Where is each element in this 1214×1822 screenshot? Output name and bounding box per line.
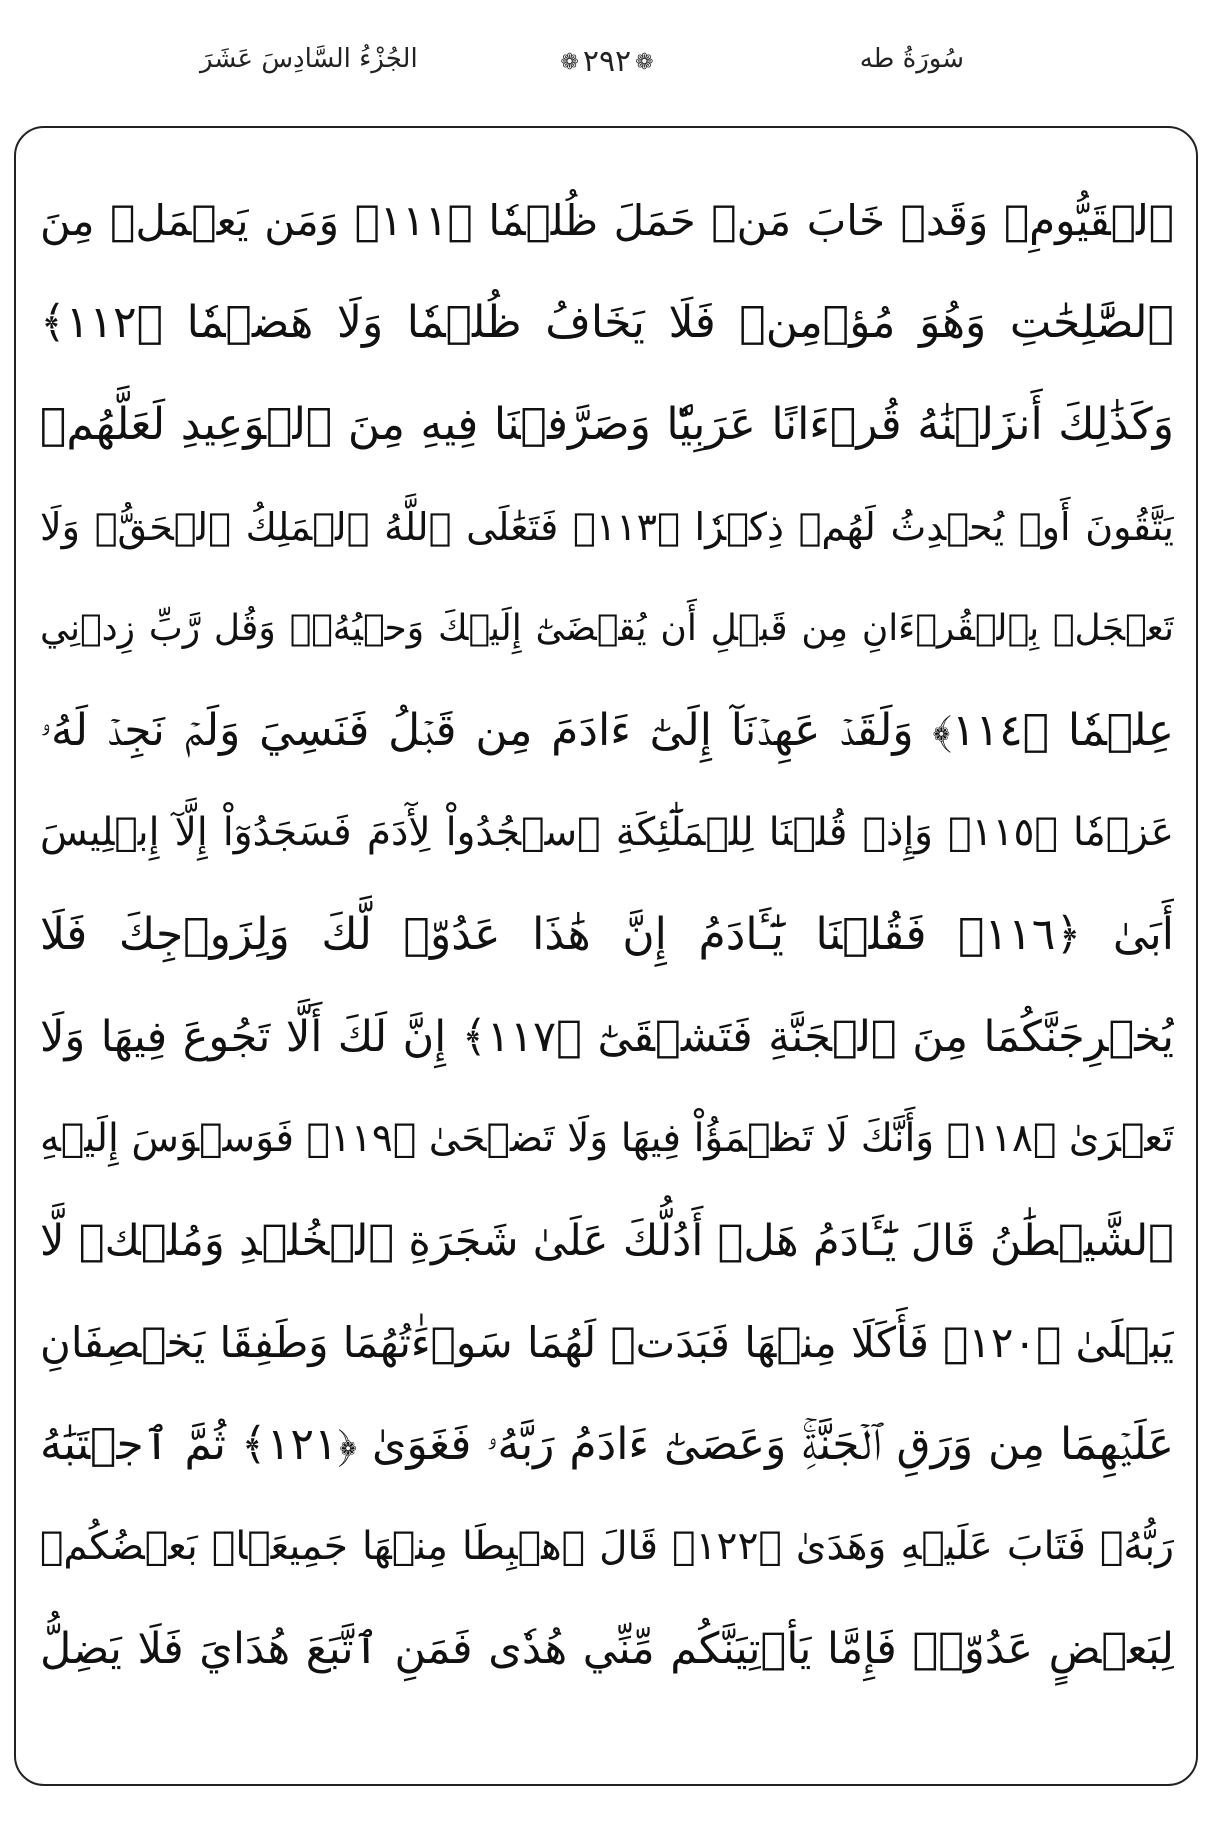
ornament-right-icon: ❁ bbox=[560, 50, 579, 75]
page-header bbox=[0, 30, 1214, 100]
text-line: تَعۡرَىٰ ﴿١١٨﴾ وَأَنَّكَ لَا تَظۡمَؤُاْ فِيهَا وَلَا تَضۡحَىٰ ﴿١١٩﴾ فَوَسۡوَسَ إِلَيۡهِ bbox=[40, 1116, 1174, 1161]
text-line: تَعۡجَلۡ بِٱلۡقُرۡءَانِ مِن قَبۡلِ أَن يُقۡضَىٰٓ إِلَيۡكَ وَحۡيُهُۥۖ وَقُل رَّبِّ زِدۡنِي bbox=[40, 608, 1174, 649]
text-line: أَبَىٰ ﴿١١٦﴾ فَقُلۡنَا يَٰٓـَٔادَمُ إِنَّ هَٰذَا عَدُوّٞ لَّكَ وَلِزَوۡجِكَ فَلَا bbox=[40, 909, 1174, 960]
juz-name: الجُزْءُ السَّادِسَ عَشَرَ bbox=[200, 44, 418, 74]
text-line: رَبُّهُۥ فَتَابَ عَلَيۡهِ وَهَدَىٰ ﴿١٢٢﴾ قَالَ ٱهۡبِطَا مِنۡهَا جَمِيعَۢاۖ بَعۡضُكُمۡ bbox=[40, 1524, 1174, 1569]
text-line: ٱلۡقَيُّومِۖ وَقَدۡ خَابَ مَنۡ حَمَلَ ظُلۡمٗا ﴿١١١﴾ وَمَن يَعۡمَلۡ مِنَ bbox=[40, 196, 1174, 245]
surah-name: سُورَةُ طه bbox=[859, 44, 964, 74]
text-line: عَزۡمٗا ﴿١١٥﴾ وَإِذۡ قُلۡنَا لِلۡمَلَٰٓئِكَةِ ٱسۡجُدُواْ لِأٓدَمَ فَسَجَدُوٓاْ إِلَّآ إِبۡلِيسَ bbox=[40, 810, 1174, 855]
text-line: وَكَذَٰلِكَ أَنزَلۡنَٰهُ قُرۡءَانًا عَرَبِيّٗا وَصَرَّفۡنَا فِيهِ مِنَ ٱلۡوَعِيدِ لَعَلَّهُمۡ bbox=[40, 399, 1174, 450]
text-line: يَبۡلَىٰ ﴿١٢٠﴾ فَأَكَلَا مِنۡهَا فَبَدَتۡ لَهُمَا سَوۡءَٰتُهُمَا وَطَفِقَا يَخۡصِفَانِ bbox=[40, 1318, 1174, 1367]
text-line: لِبَعۡضٍ عَدُوّٞۖ فَإِمَّا يَأۡتِيَنَّكُم مِّنِّي هُدٗى فَمَنِ ٱتَّبَعَ هُدَايَ فَلَا يَضِلُّ bbox=[40, 1624, 1174, 1674]
text-line: ٱلصَّٰلِحَٰتِ وَهُوَ مُؤۡمِنٞ فَلَا يَخَافُ ظُلۡمٗا وَلَا هَضۡمٗا ﴿١١٢﴾ bbox=[40, 297, 1174, 348]
text-line: ٱلشَّيۡطَٰنُ قَالَ يَٰٓـَٔادَمُ هَلۡ أَدُلُّكَ عَلَىٰ شَجَرَةِ ٱلۡخُلۡدِ وَمُلۡكٖ لَّا bbox=[40, 1216, 1174, 1266]
text-line: يُخۡرِجَنَّكُمَا مِنَ ٱلۡجَنَّةِ فَتَشۡقَىٰٓ ﴿١١٧﴾ إِنَّ لَكَ أَلَّا تَجُوعَ فِيهَا وَلَا bbox=[40, 1012, 1174, 1062]
text-line: يَتَّقُونَ أَوۡ يُحۡدِثُ لَهُمۡ ذِكۡرٗا ﴿١١٣﴾ فَتَعَٰلَى ٱللَّهُ ٱلۡمَلِكُ ٱلۡحَقُّۗ وَلَا bbox=[40, 505, 1174, 549]
page-number: ٢٩٢ bbox=[582, 44, 632, 79]
text-line: عَلَيۡهِمَا مِن وَرَقِ ٱلۡجَنَّةِۚ وَعَصَىٰٓ ءَادَمُ رَبَّهُۥ فَغَوَىٰ ﴿١٢١﴾ ثُمَّ ٱجۡتَبَٰهُ bbox=[40, 1419, 1174, 1470]
text-block bbox=[40, 170, 1174, 1700]
ornament-left-icon: ❁ bbox=[635, 50, 654, 75]
text-line: عِلۡمٗا ﴿١١٤﴾ وَلَقَدۡ عَهِدۡنَآ إِلَىٰٓ ءَادَمَ مِن قَبۡلُ فَنَسِيَ وَلَمۡ نَجِدۡ لَهُۥ bbox=[40, 705, 1174, 756]
page-number-group bbox=[0, 44, 1214, 79]
